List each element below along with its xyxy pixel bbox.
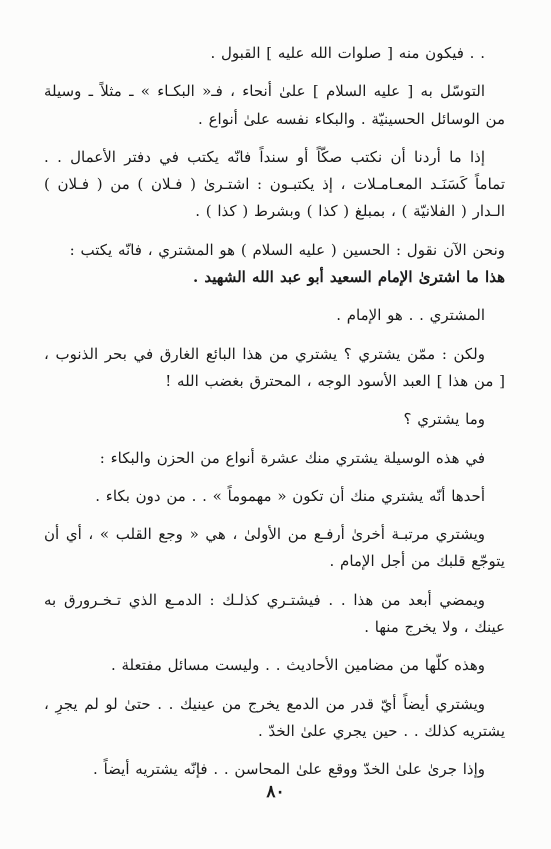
paragraph: وهذه كلّها من مضامين الأحاديث . . وليست مسائل مفتعلة .: [110, 656, 485, 675]
paragraph: ويمضي أبعد من هذا . . فيشتـري كذلـك : الدمـع الذي تـخـرورق به عينك ، ولا يخرج منها .: [44, 590, 505, 637]
paragraph: أحدها أنّه يشتري منك أن تكون « مهموماً » . . من دون بكاء .: [95, 486, 485, 505]
paragraph: في هذه الوسيلة يشتري منك عشرة أنواع من الحزن والبكاء :: [99, 448, 485, 467]
quoted-deed-line: هذا ما اشترىٰ الإمام السعيد أبو عبد الله الشهيد .: [192, 268, 505, 287]
paragraph: ويشتري أيضاً أيّ قدر من الدمع يخرج من عينيك . . حتىٰ لو لم يجرِ ، يشتريه كذلك . . حين يجري علىٰ الخدّ .: [44, 694, 505, 740]
page-body-text: [44, 40, 505, 795]
paragraph: إذا ما أردنا أن نكتب صكّاً أو سنداً فانّه يكتب في دفتر الأعمال . . تماماً كَسَنَـد المعـامـلات ، إذ يكتبـون : اشتـرىٰ ( فـلان ) من ( فـلان ) الـدار ( الفلانيّة ) ، بمبلغ ( كذا ) وبشرط ( كذا ) .: [44, 147, 505, 221]
paragraph: ولكن : ممّن يشتري ؟ يشتري من هذا البائع الغارق في بحر الذنوب ، [ من هذا ] العبد الأسود الوجه ، المحترق بغضب الله !: [44, 344, 505, 390]
paragraph: المشتري . . هو الإمام .: [336, 306, 485, 325]
paragraph: وما يشتري ؟: [403, 410, 485, 429]
page-number: ٨٠: [266, 782, 285, 802]
paragraph: وإذا جرىٰ علىٰ الخدّ ووقع علىٰ المحاسن . . فإنّه يشتريه أيضاً .: [93, 760, 485, 779]
paragraph: [44, 237, 505, 292]
paragraph: . . فيكون منه [ صلوات الله عليه ] القبول .: [210, 44, 485, 62]
paragraph: ويشتري مرتبـة أخرىٰ أرفـع من الأولىٰ ، هي « وجع القلب » ، أي أن يتوجّع قلبك من أجل الإمام .: [44, 525, 505, 571]
paragraph-line: ونحن الآن نقول : الحسين ( عليه السلام ) هو المشتري ، فانّه يكتب :: [69, 240, 505, 259]
paragraph: التوسّل به [ عليه السلام ] علىٰ أنحاء ، فـ« البكـاء » ـ مثلاً ـ وسيلة من الوسائل الحسينيّة . والبكاء نفسه علىٰ أنواع .: [44, 82, 505, 128]
